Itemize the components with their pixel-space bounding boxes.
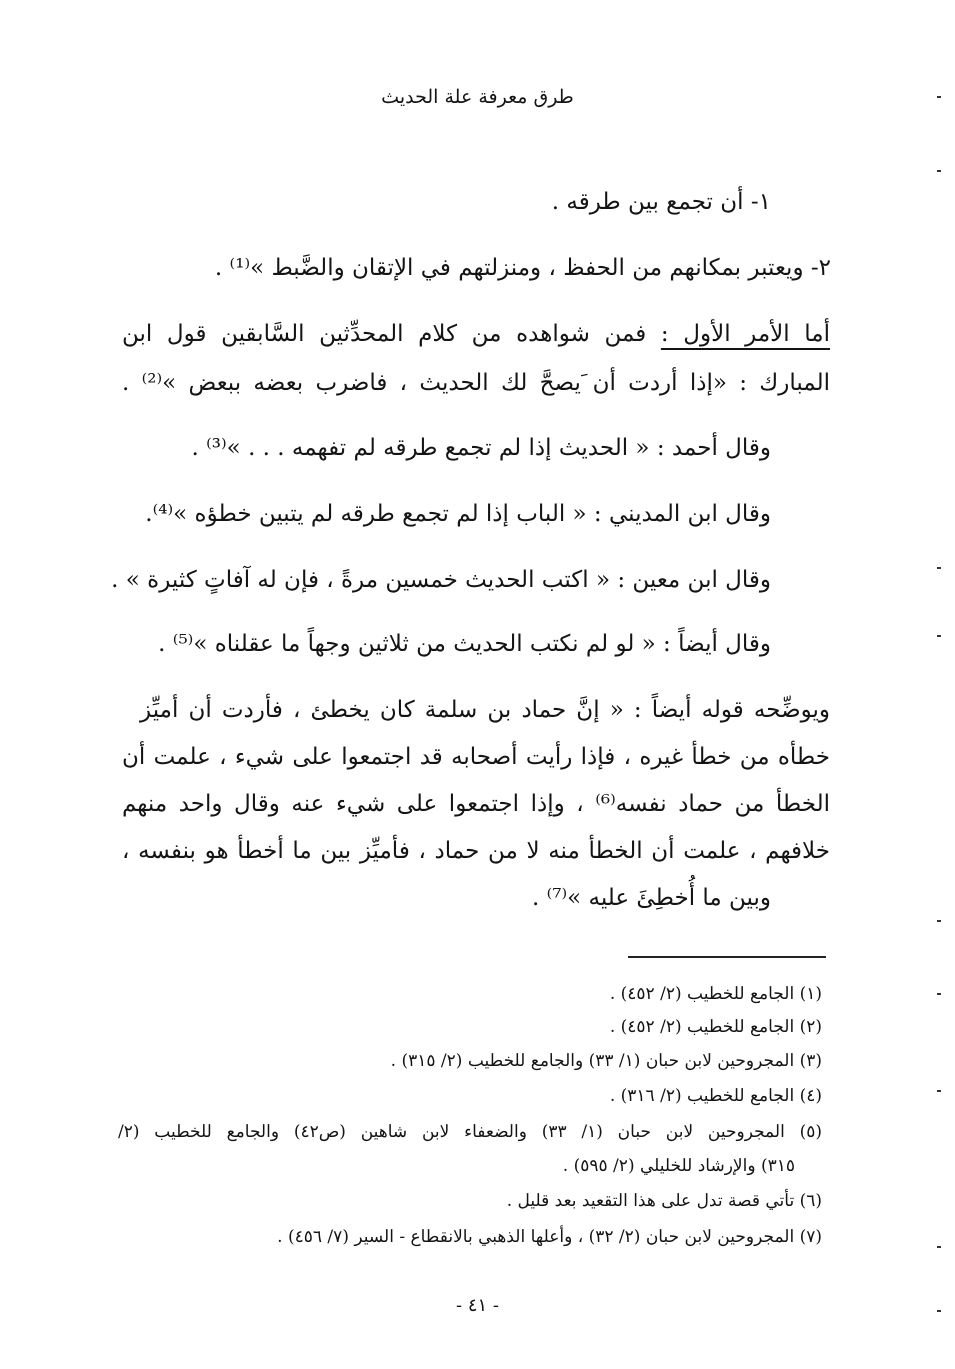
margin-mark bbox=[937, 920, 941, 922]
body-line-13: وبين ما أُخطِئَ عليه »⁽⁷⁾ . bbox=[531, 885, 771, 911]
margin-mark bbox=[937, 993, 941, 995]
body-line-10: خطأه من خطأ غيره ، فإذا رأيت أصحابه قد اجتمعوا على شيء ، علمت أن bbox=[122, 744, 830, 770]
footnote-4: (٤) الجامع للخطيب (٢/ ٣١٦) . bbox=[609, 1086, 822, 1106]
body-line-6: وقال ابن المديني : « الباب إذا لم تجمع طرقه لم يتبين خطؤه »⁽⁴⁾. bbox=[145, 501, 771, 527]
footnote-6: (٦) تأتي قصة تدل على هذا التقعيد بعد قليل . bbox=[506, 1191, 822, 1211]
body-line-7: وقال ابن معين : « اكتب الحديث خمسين مرةً ، فإن له آفاتٍ كثيرة » . bbox=[111, 567, 771, 593]
margin-mark bbox=[937, 567, 941, 569]
margin-mark bbox=[937, 1246, 941, 1248]
body-line-11: الخطأ من حماد نفسه⁽⁶⁾ ، وإذا اجتمعوا على شيء عنه وقال واحد منهم bbox=[122, 791, 830, 817]
margin-mark bbox=[937, 1310, 941, 1312]
margin-mark bbox=[937, 1090, 941, 1092]
body-line-2: ٢- ويعتبر بمكانهم من الحفظ ، ومنزلتهم في الإتقان والضَّبط »⁽¹⁾ . bbox=[214, 255, 831, 281]
body-line-1: ١- أن تجمع بين طرقه . bbox=[551, 189, 771, 215]
footnote-divider bbox=[628, 956, 826, 958]
section-heading: أما الأمر الأول : bbox=[660, 321, 831, 347]
footnote-1: (١) الجامع للخطيب (٢/ ٤٥٢) . bbox=[609, 984, 822, 1004]
margin-mark bbox=[937, 96, 941, 98]
body-line-8: وقال أيضاً : « لو لم نكتب الحديث من ثلاثين وجهاً ما عقلناه »⁽⁵⁾ . bbox=[158, 631, 771, 657]
body-line-12: خلافهم ، علمت أن الخطأ منه لا من حماد ، فأميِّز بين ما أخطأ هو بنفسه ، bbox=[122, 838, 830, 864]
body-line-3-text: فمن شواهده من كلام المحدِّثين السَّابقين قول ابن bbox=[122, 321, 647, 347]
footnote-2: (٢) الجامع للخطيب (٢/ ٤٥٢) . bbox=[609, 1017, 822, 1037]
running-header: طرق معرفة علة الحديث bbox=[381, 86, 574, 108]
footnote-3: (٣) المجروحين لابن حبان (١/ ٣٣) والجامع للخطيب (٢/ ٣١٥) . bbox=[390, 1051, 822, 1071]
footnote-7: (٧) المجروحين لابن حبان (٢/ ٣٢) ، وأعلها الذهبي بالانقطاع - السير (٧/ ٤٥٦) . bbox=[277, 1227, 822, 1247]
margin-mark bbox=[937, 170, 941, 172]
body-line-5: وقال أحمد : « الحديث إذا لم تجمع طرقه لم تفهمه . . . »⁽³⁾ . bbox=[191, 435, 771, 461]
body-line-3 bbox=[122, 318, 830, 350]
body-line-4: المبارك : «إذا أردت أن َيصحَّ لك الحديث ، فاضرب بعضه ببعض »⁽²⁾ . bbox=[122, 370, 830, 396]
footnote-5: (٥) المجروحين لابن حبان (١/ ٣٣) والضعفاء لابن شاهين (ص٤٢) والجامع للخطيب (٢/ bbox=[118, 1122, 822, 1142]
margin-mark bbox=[937, 635, 941, 637]
body-line-9: ويوضِّحه قوله أيضاً : « إنَّ حماد بن سلمة كان يخطئ ، فأردت أن أميِّز bbox=[140, 697, 830, 723]
page-number: - ٤١ - bbox=[456, 1295, 499, 1316]
footnote-5-continued: ٣١٥) والإرشاد للخليلي (٢/ ٥٩٥) . bbox=[562, 1156, 795, 1176]
